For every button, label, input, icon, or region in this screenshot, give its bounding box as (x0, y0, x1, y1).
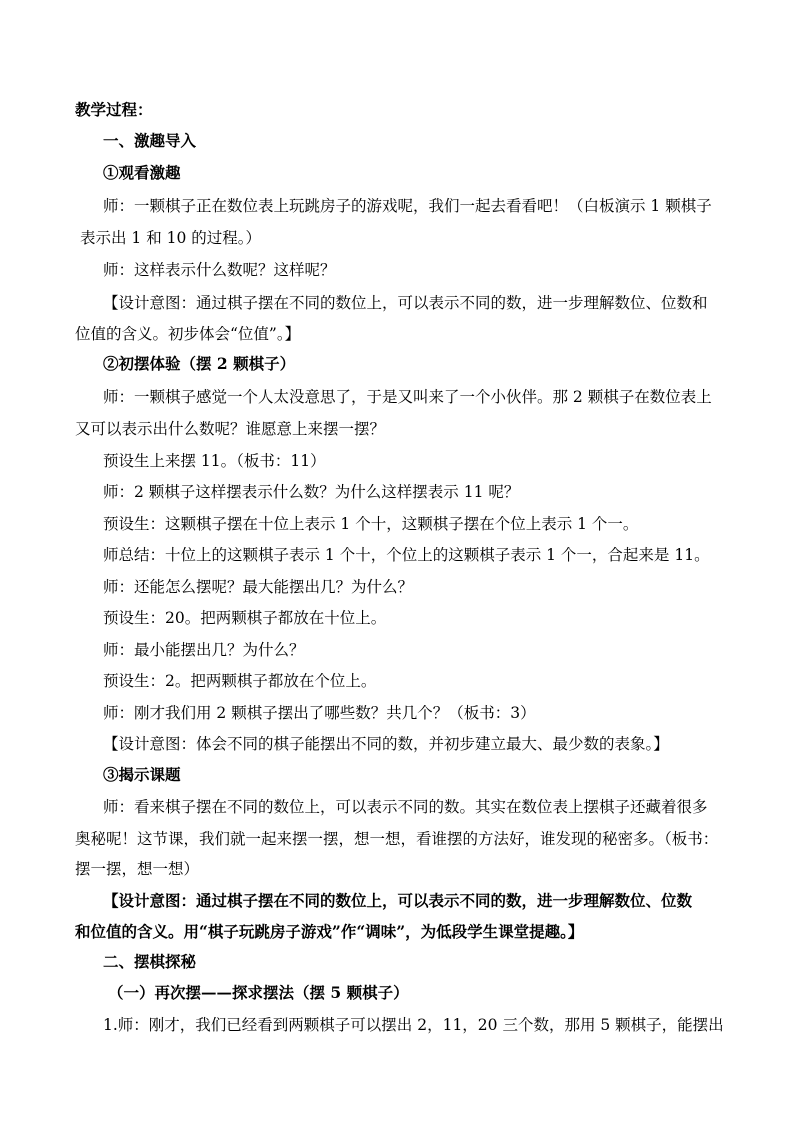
paragraph-line: 师：还能怎么摆呢？最大能摆出几？为什么？ (103, 578, 414, 596)
design-intent-line: 【设计意图：通过棋子摆在不同的数位上，可以表示不同的数，进一步理解数位、位数 (103, 891, 693, 910)
paragraph-line: 预设生上来摆 11。（板书：11） (103, 452, 326, 470)
design-intent-line: 【设计意图：体会不同的棋子能摆出不同的数，并初步建立最大、最少数的表象。】 (103, 735, 669, 753)
paragraph-line: 表示出 1 和 10 的过程。） (80, 229, 262, 247)
paragraph-line: 师：看来棋子摆在不同的数位上，可以表示不同的数。其实在数位表上摆棋子还藏着很多 (103, 798, 708, 816)
paragraph-line: 摆一摆，想一想） (75, 860, 200, 878)
paragraph-line: 预设生：20。把两颗棋子都放在十位上。 (103, 609, 387, 627)
design-intent-line: 【设计意图：通过棋子摆在不同的数位上，可以表示不同的数，进一步理解数位、位数和 (103, 294, 708, 312)
paragraph-line: 师：一颗棋子正在数位表上玩跳房子的游戏呢，我们一起去看看吧！（白板演示 1 颗棋子 (103, 197, 712, 215)
paragraph-line: 师：最小能摆出几？为什么？ (103, 641, 305, 659)
lesson-heading: 教学过程： (75, 100, 153, 119)
paragraph-line: 预设生：2。把两颗棋子都放在个位上。 (103, 672, 377, 690)
paragraph-line: 又可以表示出什么数呢？谁愿意上来摆一摆？ (75, 420, 386, 438)
subsection-3-title: ③揭示课题 (103, 765, 181, 784)
paragraph-line: 奥秘呢！这节课，我们就一起来摆一摆，想一想，看谁摆的方法好，谁发现的秘密多。（板书： (75, 830, 719, 848)
design-intent-line: 和位值的含义。用“棋子玩跳房子游戏”作“调味”，为低段学生课堂提趣。】 (75, 922, 584, 941)
subsection-2-title: ②初摆体验（摆 2 颗棋子） (103, 354, 296, 373)
paragraph-line: 师：2 颗棋子这样摆表示什么数？为什么这样摆表示 11 呢？ (103, 483, 520, 501)
paragraph-line: 预设生：这颗棋子摆在十位上表示 1 个十，这颗棋子摆在个位上表示 1 个一。 (103, 515, 639, 533)
section-2-title: 二、摆棋探秘 (103, 952, 197, 971)
paragraph-line: 师：一颗棋子感觉一个人太没意思了，于是又叫来了一个小伙伴。那 2 颗棋子在数位表上 (103, 388, 712, 406)
subsection-1-title: ①观看激趣 (103, 163, 181, 182)
section-1-title: 一、激趣导入 (103, 131, 197, 150)
paragraph-line: 师：这样表示什么数呢？这样呢？ (103, 261, 336, 279)
design-intent-line: 位值的含义。初步体会“位值”。】 (75, 325, 301, 343)
section-2-subsection-1-title: （一）再次摆——探求摆法（摆 5 颗棋子） (108, 983, 409, 1002)
paragraph-line: 师总结：十位上的这颗棋子表示 1 个十，个位上的这颗棋子表示 1 个一，合起来是 11。 (103, 546, 710, 564)
paragraph-line: 1.师：刚才，我们已经看到两颗棋子可以摆出 2，11，20 三个数，那用 5 颗棋子，能摆出 (103, 1016, 724, 1034)
paragraph-line: 师：刚才我们用 2 颗棋子摆出了哪些数？共几个？（板书：3） (103, 704, 536, 722)
